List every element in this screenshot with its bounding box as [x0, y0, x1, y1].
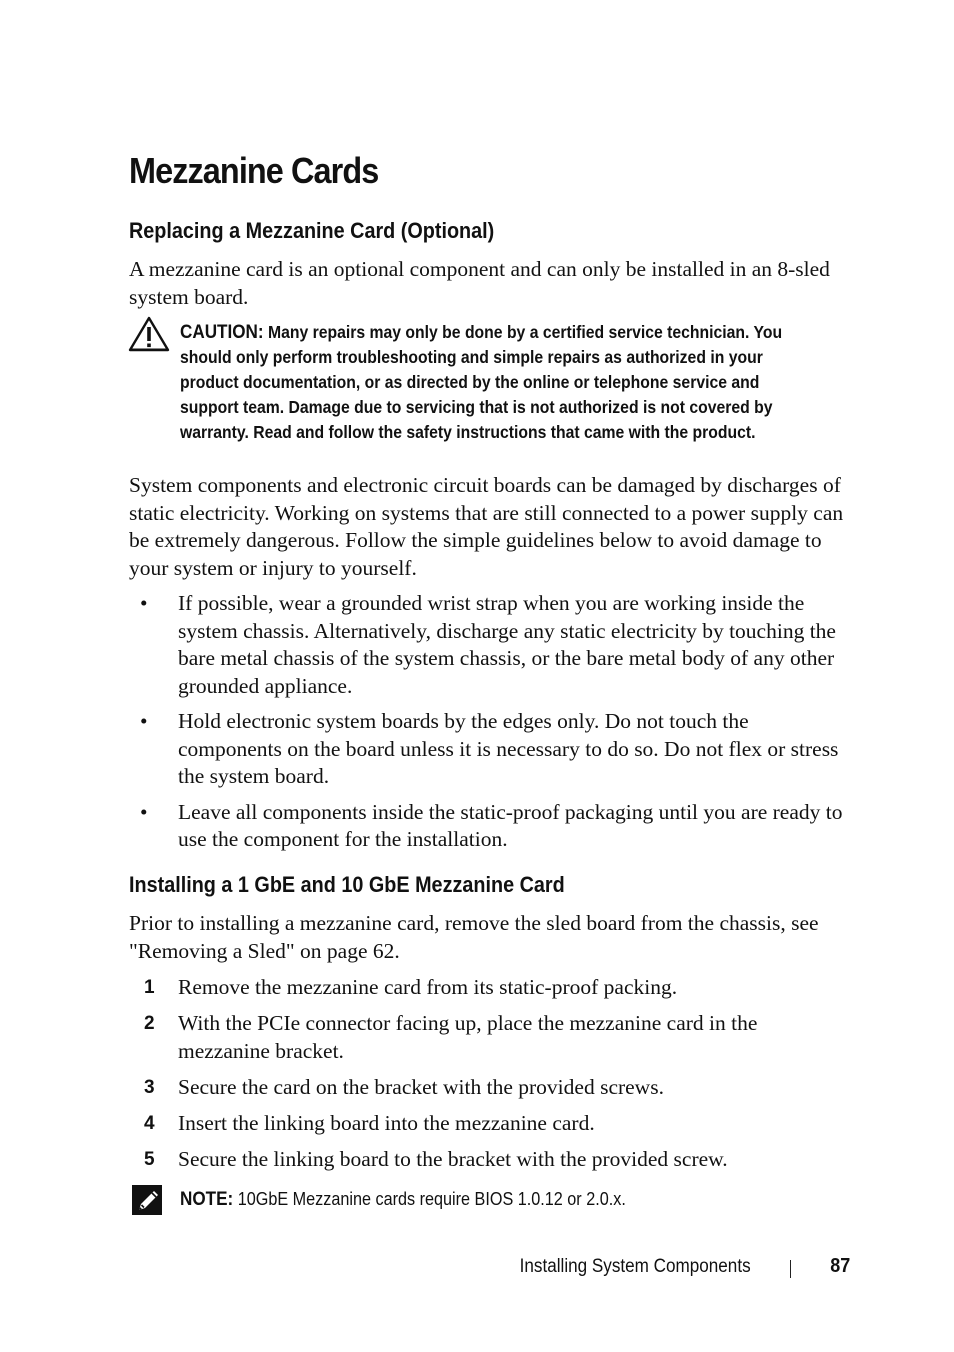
section-heading-installing: Installing a 1 GbE and 10 GbE Mezzanine Card: [129, 872, 565, 897]
step-text: Secure the card on the bracket with the provided screws.: [178, 1074, 664, 1099]
step-text: With the PCIe connector facing up, place the mezzanine card in the mezzanine bracket.: [178, 1011, 758, 1063]
step-text: Insert the linking board into the mezzanine card.: [178, 1110, 595, 1135]
step-number: 2: [144, 1013, 155, 1034]
caution-label: CAUTION:: [180, 322, 264, 343]
bullet-marker: •: [140, 709, 148, 733]
note-body: 10GbE Mezzanine cards require BIOS 1.0.12 or 2.0.x.: [237, 1189, 626, 1209]
caution-body: Many repairs may only be done by a certified service technician. You should only perform troubleshooting and simple repairs as authorized in your product documentation, or as directed by the online or telephone service and support team. Damage due to servicing that is not authorized is not covered by warranty. Read and follow the safety instructions that came with the product.: [180, 322, 783, 442]
step-item: [129, 974, 854, 1002]
list-item-text: If possible, wear a grounded wrist strap when you are working inside the system chassis. Alternatively, discharge any static electricity by touching the bare metal chassis of the system chassis, or the bare metal body of any other grounded appliance.: [178, 591, 836, 698]
step-item: [129, 1010, 854, 1065]
section-heading-replacing: Replacing a Mezzanine Card (Optional): [129, 218, 495, 243]
caution-notice: [180, 320, 810, 445]
step-number: 4: [144, 1112, 155, 1134]
footer-divider: [790, 1260, 791, 1278]
step-text: Remove the mezzanine card from its static-proof packing.: [178, 975, 678, 999]
list-item: [129, 799, 854, 854]
step-item: [129, 1110, 854, 1138]
list-item: [129, 590, 854, 700]
step-item: [129, 1074, 854, 1102]
step-number: 1: [144, 977, 155, 998]
list-item-text: Hold electronic system boards by the edges only. Do not touch the components on the board unless it is necessary to do so. Do not flex or stress the system board.: [178, 709, 839, 788]
esd-paragraph: System components and electronic circuit boards can be damaged by discharges of static electricity. Working on systems that are still connected to a power supply can be extremely dangerous. Follow the simple guidelines below to avoid damage to your system or injury to yourself.: [129, 473, 844, 580]
installing-intro: Prior to installing a mezzanine card, remove the sled board from the chassis, see "Removing a Sled" on page 62.: [129, 911, 819, 963]
installation-steps: [129, 974, 854, 1173]
list-item: [129, 708, 854, 791]
bullet-marker: •: [140, 591, 148, 615]
list-item-text: Leave all components inside the static-proof packaging until you are ready to use the component for the installation.: [178, 799, 843, 851]
page-title: Mezzanine Cards: [129, 150, 379, 191]
step-number: 5: [144, 1148, 155, 1170]
page-number: 87: [829, 1255, 850, 1277]
warning-triangle-icon: [128, 316, 170, 352]
bullet-marker: •: [140, 799, 148, 824]
note-pencil-icon: [131, 1184, 163, 1216]
replacing-intro: A mezzanine card is an optional component and can only be installed in an 8-sled system board.: [129, 257, 830, 309]
note-label: NOTE:: [180, 1189, 234, 1210]
step-item: [129, 1146, 854, 1174]
note-notice: [180, 1186, 626, 1213]
step-number: 3: [144, 1076, 155, 1098]
step-text: Secure the linking board to the bracket with the provided screw.: [178, 1146, 728, 1171]
footer-section-title: Installing System Components: [520, 1256, 751, 1277]
esd-guidelines-list: [129, 590, 854, 854]
